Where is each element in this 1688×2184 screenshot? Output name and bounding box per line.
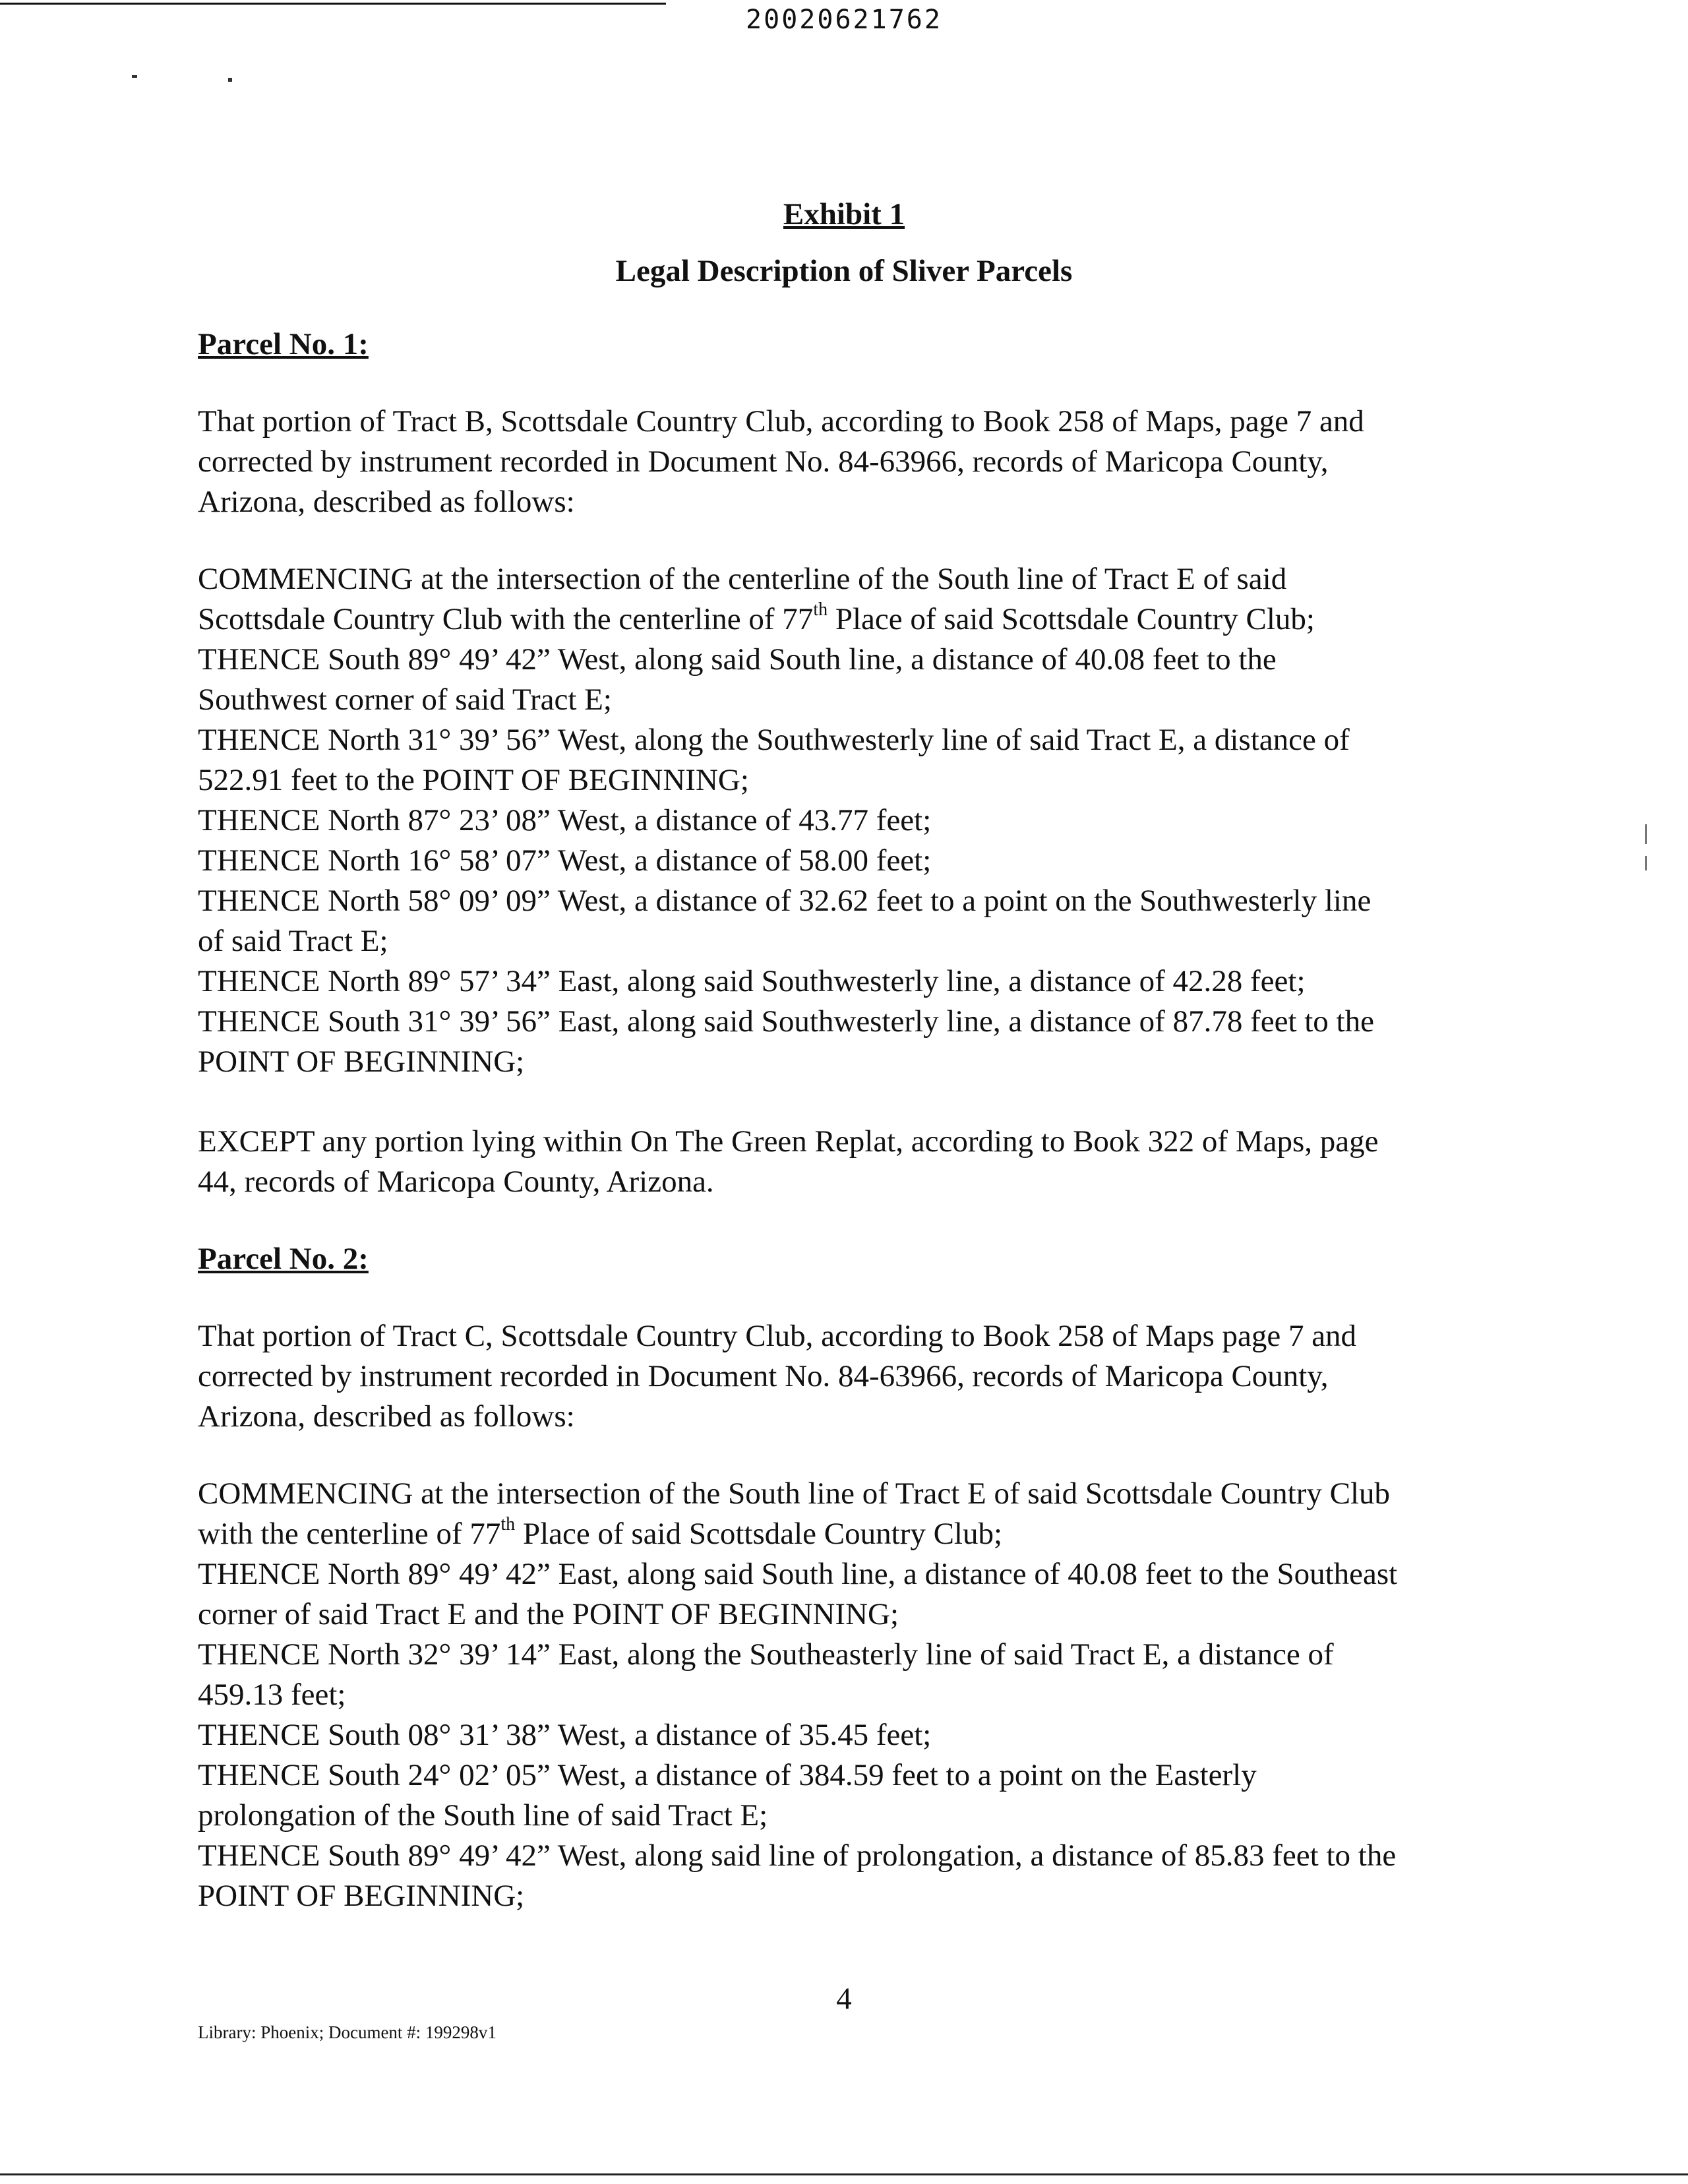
- course-line: THENCE North 89° 49’ 42” East, along said South line, a distance of 40.08 feet to the Southeast: [198, 1557, 1398, 1591]
- text-line: 44, records of Maricopa County, Arizona.: [198, 1165, 714, 1199]
- course-line: corner of said Tract E and the POINT OF BEGINNING;: [198, 1597, 899, 1631]
- parcel-heading: Parcel No. 1:: [198, 327, 369, 361]
- course-line: 459.13 feet;: [198, 1678, 346, 1712]
- course-line: 522.91 feet to the POINT OF BEGINNING;: [198, 763, 749, 797]
- course-line: of said Tract E;: [198, 924, 388, 958]
- parcel-intro: [198, 1316, 1490, 1437]
- text-line: COMMENCING at the intersection of the centerline of the South line of Tract E of said: [198, 562, 1287, 596]
- course-line: THENCE North 31° 39’ 56” West, along the Southwesterly line of said Tract E, a distance of: [198, 723, 1350, 757]
- course-line: THENCE South 08° 31’ 38” West, a distance of 35.45 feet;: [198, 1718, 932, 1752]
- ordinal-suffix: th: [500, 1514, 516, 1535]
- legal-description: [198, 559, 1490, 640]
- document-page: [198, 195, 1490, 1916]
- text-line: That portion of Tract C, Scottsdale Country Club, according to Book 258 of Maps page 7 and: [198, 1319, 1357, 1353]
- course-line: THENCE South 24° 02’ 05” West, a distance of 384.59 feet to a point on the Easterly: [198, 1758, 1257, 1792]
- exhibit-title: Exhibit 1: [783, 197, 905, 231]
- text-line: corrected by instrument recorded in Document No. 84-63966, records of Maricopa County,: [198, 444, 1329, 479]
- text-line: Scottsdale Country Club with the centerline of 77th Place of said Scottsdale Country Club;: [198, 599, 1315, 636]
- scan-mark: [1645, 856, 1647, 870]
- text-line: That portion of Tract B, Scottsdale Country Club, according to Book 258 of Maps, page 7 and: [198, 404, 1364, 439]
- recording-number: 20020621762: [746, 5, 942, 35]
- course-line: THENCE North 58° 09’ 09” West, a distance of 32.62 feet to a point on the Southwesterly line: [198, 884, 1372, 918]
- text-line: EXCEPT any portion lying within On The Green Replat, according to Book 322 of Maps, page: [198, 1124, 1379, 1159]
- course-line: THENCE South 89° 49’ 42” West, along said line of prolongation, a distance of 85.83 feet to the: [198, 1838, 1397, 1873]
- course-line: THENCE South 31° 39’ 56” East, along said Southwesterly line, a distance of 87.78 feet to the: [198, 1004, 1374, 1039]
- scan-mark: [1645, 824, 1647, 844]
- parcel-1: [198, 324, 1490, 1202]
- scan-speck: [228, 78, 232, 82]
- courses-list: [198, 1554, 1490, 1916]
- parcel-2: [198, 1239, 1490, 1916]
- course-line: POINT OF BEGINNING;: [198, 1045, 525, 1079]
- text-line: COMMENCING at the intersection of the South line of Tract E of said Scottsdale Country Club: [198, 1476, 1391, 1511]
- course-line: POINT OF BEGINNING;: [198, 1879, 525, 1913]
- course-line: prolongation of the South line of said Tract E;: [198, 1798, 768, 1833]
- courses-list: [198, 640, 1490, 1082]
- ordinal-suffix: th: [813, 599, 828, 621]
- page-number: 4: [836, 1982, 852, 2016]
- legal-description: [198, 1474, 1490, 1554]
- text-line: corrected by instrument recorded in Document No. 84-63966, records of Maricopa County,: [198, 1359, 1329, 1393]
- text-line: Arizona, described as follows:: [198, 1399, 575, 1434]
- document-subtitle: Legal Description of Sliver Parcels: [615, 254, 1073, 288]
- course-line: THENCE South 89° 49’ 42” West, along said South line, a distance of 40.08 feet to the: [198, 642, 1277, 677]
- except-clause: [198, 1122, 1490, 1202]
- bottom-rule: [0, 2173, 1688, 2175]
- course-line: THENCE North 32° 39’ 14” East, along the Southeasterly line of said Tract E, a distance of: [198, 1637, 1334, 1672]
- parcel-heading: Parcel No. 2:: [198, 1242, 369, 1276]
- course-line: THENCE North 16° 58’ 07” West, a distance of 58.00 feet;: [198, 843, 932, 878]
- text-line: Arizona, described as follows:: [198, 485, 575, 519]
- course-line: THENCE North 87° 23’ 08” West, a distance of 43.77 feet;: [198, 803, 932, 837]
- course-line: Southwest corner of said Tract E;: [198, 682, 612, 717]
- parcel-intro: [198, 402, 1490, 522]
- scan-speck: [132, 75, 137, 78]
- course-line: THENCE North 89° 57’ 34” East, along said Southwesterly line, a distance of 42.28 feet;: [198, 964, 1306, 998]
- footer-library-label: Library: Phoenix; Document #: 199298v1: [198, 2022, 497, 2042]
- text-line: with the centerline of 77th Place of said Scottsdale Country Club;: [198, 1514, 1003, 1551]
